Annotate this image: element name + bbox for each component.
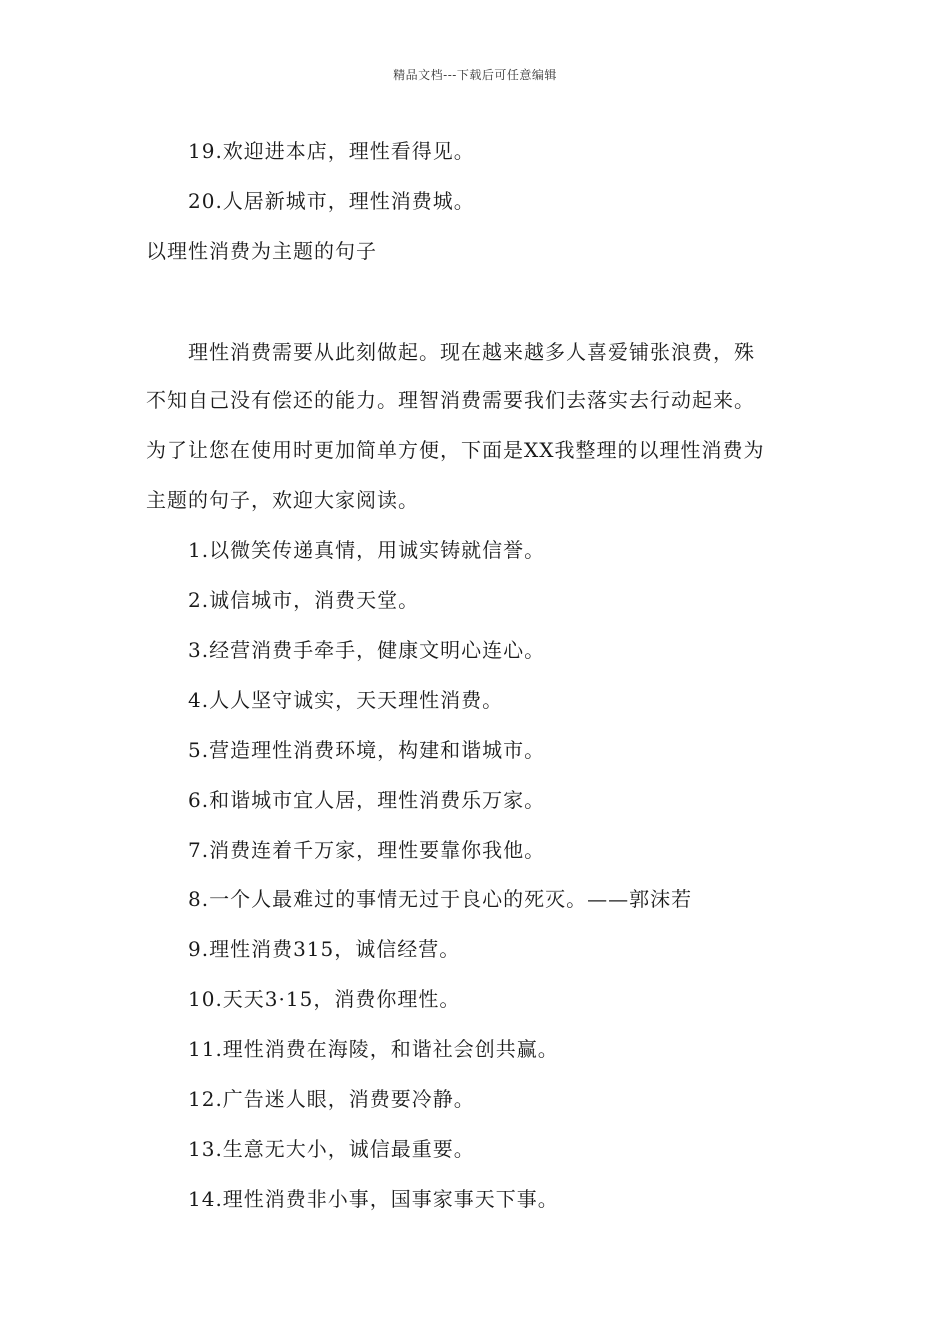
list-item: 19.欢迎进本店，理性看得见。 xyxy=(188,139,475,163)
list-item: 11.理性消费在海陵，和谐社会创共赢。 xyxy=(188,1037,559,1061)
list-item: 6.和谐城市宜人居，理性消费乐万家。 xyxy=(188,788,546,812)
intro-paragraph-line: 主题的句子，欢迎大家阅读。 xyxy=(146,488,419,512)
list-item: 8.一个人最难过的事情无过于良心的死灭。——郭沫若 xyxy=(188,887,693,911)
list-item: 20.人居新城市，理性消费城。 xyxy=(188,189,475,213)
list-item: 14.理性消费非小事，国事家事天下事。 xyxy=(188,1187,559,1211)
list-item: 2.诚信城市，消费天堂。 xyxy=(188,588,420,612)
list-item: 5.营造理性消费环境，构建和谐城市。 xyxy=(188,738,546,762)
list-item: 12.广告迷人眼，消费要冷静。 xyxy=(188,1087,475,1111)
intro-paragraph-line: 为了让您在使用时更加简单方便，下面是XX我整理的以理性消费为 xyxy=(146,438,765,462)
list-item: 4.人人坚守诚实，天天理性消费。 xyxy=(188,688,504,712)
list-item: 9.理性消费315，诚信经营。 xyxy=(188,937,461,961)
list-item: 3.经营消费手牵手，健康文明心连心。 xyxy=(188,638,546,662)
intro-paragraph-line: 不知自己没有偿还的能力。理智消费需要我们去落实去行动起来。 xyxy=(146,388,755,412)
page-header: 精品文档---下载后可任意编辑 xyxy=(393,68,557,82)
intro-paragraph-line: 理性消费需要从此刻做起。现在越来越多人喜爱铺张浪费，殊 xyxy=(188,340,755,364)
section-title: 以理性消费为主题的句子 xyxy=(146,239,377,263)
list-item: 10.天天3·15，消费你理性。 xyxy=(188,987,461,1011)
list-item: 13.生意无大小，诚信最重要。 xyxy=(188,1137,475,1161)
list-item: 1.以微笑传递真情，用诚实铸就信誉。 xyxy=(188,538,546,562)
list-item: 7.消费连着千万家，理性要靠你我他。 xyxy=(188,838,546,862)
